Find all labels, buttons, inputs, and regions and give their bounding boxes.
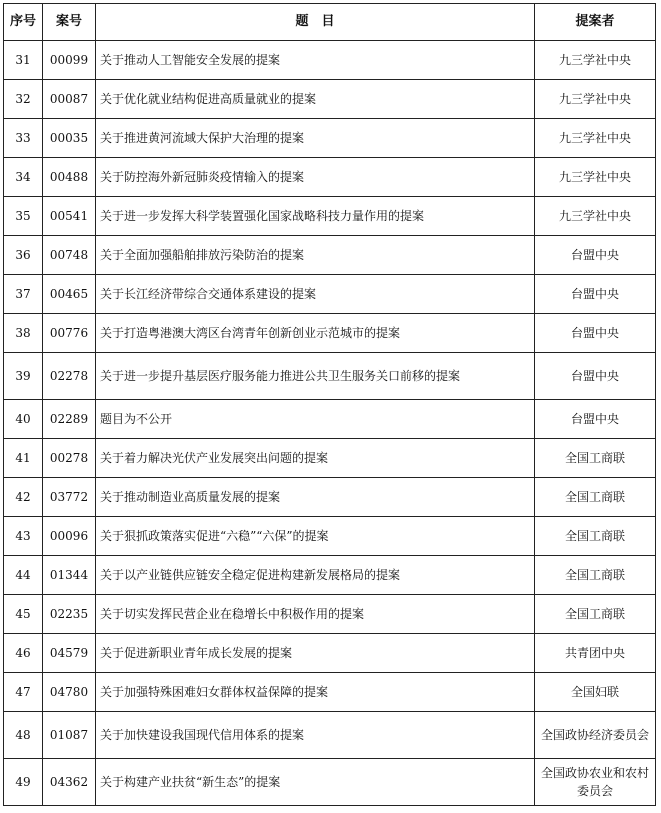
table-row bbox=[4, 673, 656, 712]
row-proposer: 全国工商联 bbox=[535, 595, 656, 634]
row-number: 46 bbox=[4, 634, 43, 673]
table-header-row bbox=[4, 4, 656, 41]
row-proposer: 全国政协经济委员会 bbox=[535, 712, 656, 759]
table-row bbox=[4, 314, 656, 353]
row-title: 关于着力解决光伏产业发展突出问题的提案 bbox=[96, 439, 535, 478]
row-number: 42 bbox=[4, 478, 43, 517]
row-title: 关于加强特殊困难妇女群体权益保障的提案 bbox=[96, 673, 535, 712]
header-title: 题 目 bbox=[96, 4, 535, 41]
table-row bbox=[4, 353, 656, 400]
row-number: 37 bbox=[4, 275, 43, 314]
row-title: 题目为不公开 bbox=[96, 400, 535, 439]
row-title: 关于构建产业扶贫“新生态”的提案 bbox=[96, 759, 535, 806]
row-case-number: 04780 bbox=[43, 673, 96, 712]
row-proposer: 九三学社中央 bbox=[535, 80, 656, 119]
row-title: 关于加快建设我国现代信用体系的提案 bbox=[96, 712, 535, 759]
row-number: 31 bbox=[4, 41, 43, 80]
row-title: 关于切实发挥民营企业在稳增长中积极作用的提案 bbox=[96, 595, 535, 634]
row-title: 关于推进黄河流域大保护大治理的提案 bbox=[96, 119, 535, 158]
row-proposer: 九三学社中央 bbox=[535, 158, 656, 197]
row-number: 33 bbox=[4, 119, 43, 158]
table-row bbox=[4, 41, 656, 80]
row-number: 34 bbox=[4, 158, 43, 197]
row-proposer: 九三学社中央 bbox=[535, 197, 656, 236]
table-row bbox=[4, 634, 656, 673]
row-case-number: 03772 bbox=[43, 478, 96, 517]
header-no: 序号 bbox=[4, 4, 43, 41]
row-case-number: 02278 bbox=[43, 353, 96, 400]
table-row bbox=[4, 712, 656, 759]
row-case-number: 00541 bbox=[43, 197, 96, 236]
row-proposer: 全国工商联 bbox=[535, 478, 656, 517]
row-case-number: 01087 bbox=[43, 712, 96, 759]
table-row bbox=[4, 80, 656, 119]
row-title: 关于打造粤港澳大湾区台湾青年创新创业示范城市的提案 bbox=[96, 314, 535, 353]
row-proposer: 台盟中央 bbox=[535, 353, 656, 400]
row-case-number: 04579 bbox=[43, 634, 96, 673]
row-case-number: 04362 bbox=[43, 759, 96, 806]
row-number: 48 bbox=[4, 712, 43, 759]
row-title: 关于长江经济带综合交通体系建设的提案 bbox=[96, 275, 535, 314]
row-number: 43 bbox=[4, 517, 43, 556]
row-number: 44 bbox=[4, 556, 43, 595]
row-proposer: 全国妇联 bbox=[535, 673, 656, 712]
row-number: 38 bbox=[4, 314, 43, 353]
row-title: 关于促进新职业青年成长发展的提案 bbox=[96, 634, 535, 673]
row-case-number: 00087 bbox=[43, 80, 96, 119]
row-title: 关于推动制造业高质量发展的提案 bbox=[96, 478, 535, 517]
row-case-number: 02235 bbox=[43, 595, 96, 634]
row-title: 关于进一步提升基层医疗服务能力推进公共卫生服务关口前移的提案 bbox=[96, 353, 535, 400]
row-number: 32 bbox=[4, 80, 43, 119]
table-row bbox=[4, 158, 656, 197]
row-title: 关于进一步发挥大科学装置强化国家战略科技力量作用的提案 bbox=[96, 197, 535, 236]
row-proposer: 全国工商联 bbox=[535, 517, 656, 556]
header-proposer: 提案者 bbox=[535, 4, 656, 41]
row-proposer: 全国工商联 bbox=[535, 439, 656, 478]
table-row bbox=[4, 275, 656, 314]
row-case-number: 00776 bbox=[43, 314, 96, 353]
row-number: 49 bbox=[4, 759, 43, 806]
row-proposer: 台盟中央 bbox=[535, 400, 656, 439]
row-proposer: 台盟中央 bbox=[535, 314, 656, 353]
row-case-number: 00035 bbox=[43, 119, 96, 158]
row-proposer: 共青团中央 bbox=[535, 634, 656, 673]
row-title: 关于以产业链供应链安全稳定促进构建新发展格局的提案 bbox=[96, 556, 535, 595]
row-proposer: 台盟中央 bbox=[535, 236, 656, 275]
row-number: 40 bbox=[4, 400, 43, 439]
row-title: 关于狠抓政策落实促进“六稳”“六保”的提案 bbox=[96, 517, 535, 556]
row-case-number: 00096 bbox=[43, 517, 96, 556]
row-number: 47 bbox=[4, 673, 43, 712]
row-title: 关于全面加强船舶排放污染防治的提案 bbox=[96, 236, 535, 275]
table-row bbox=[4, 236, 656, 275]
row-proposer: 全国政协农业和农村委员会 bbox=[535, 759, 656, 806]
proposal-table bbox=[3, 3, 656, 806]
table-row bbox=[4, 197, 656, 236]
row-case-number: 02289 bbox=[43, 400, 96, 439]
row-number: 41 bbox=[4, 439, 43, 478]
table-row bbox=[4, 595, 656, 634]
table-body bbox=[4, 41, 656, 806]
row-proposer: 台盟中央 bbox=[535, 275, 656, 314]
row-title: 关于防控海外新冠肺炎疫情输入的提案 bbox=[96, 158, 535, 197]
row-case-number: 00099 bbox=[43, 41, 96, 80]
table-row bbox=[4, 517, 656, 556]
row-number: 45 bbox=[4, 595, 43, 634]
row-case-number: 00465 bbox=[43, 275, 96, 314]
table-row bbox=[4, 759, 656, 806]
row-title: 关于优化就业结构促进高质量就业的提案 bbox=[96, 80, 535, 119]
row-number: 39 bbox=[4, 353, 43, 400]
table-row bbox=[4, 478, 656, 517]
row-case-number: 00278 bbox=[43, 439, 96, 478]
table-row bbox=[4, 439, 656, 478]
row-case-number: 01344 bbox=[43, 556, 96, 595]
row-case-number: 00748 bbox=[43, 236, 96, 275]
table-row bbox=[4, 400, 656, 439]
row-number: 36 bbox=[4, 236, 43, 275]
table-row bbox=[4, 119, 656, 158]
header-case: 案号 bbox=[43, 4, 96, 41]
row-proposer: 全国工商联 bbox=[535, 556, 656, 595]
row-title: 关于推动人工智能安全发展的提案 bbox=[96, 41, 535, 80]
row-number: 35 bbox=[4, 197, 43, 236]
row-proposer: 九三学社中央 bbox=[535, 119, 656, 158]
table-row bbox=[4, 556, 656, 595]
row-proposer: 九三学社中央 bbox=[535, 41, 656, 80]
row-case-number: 00488 bbox=[43, 158, 96, 197]
